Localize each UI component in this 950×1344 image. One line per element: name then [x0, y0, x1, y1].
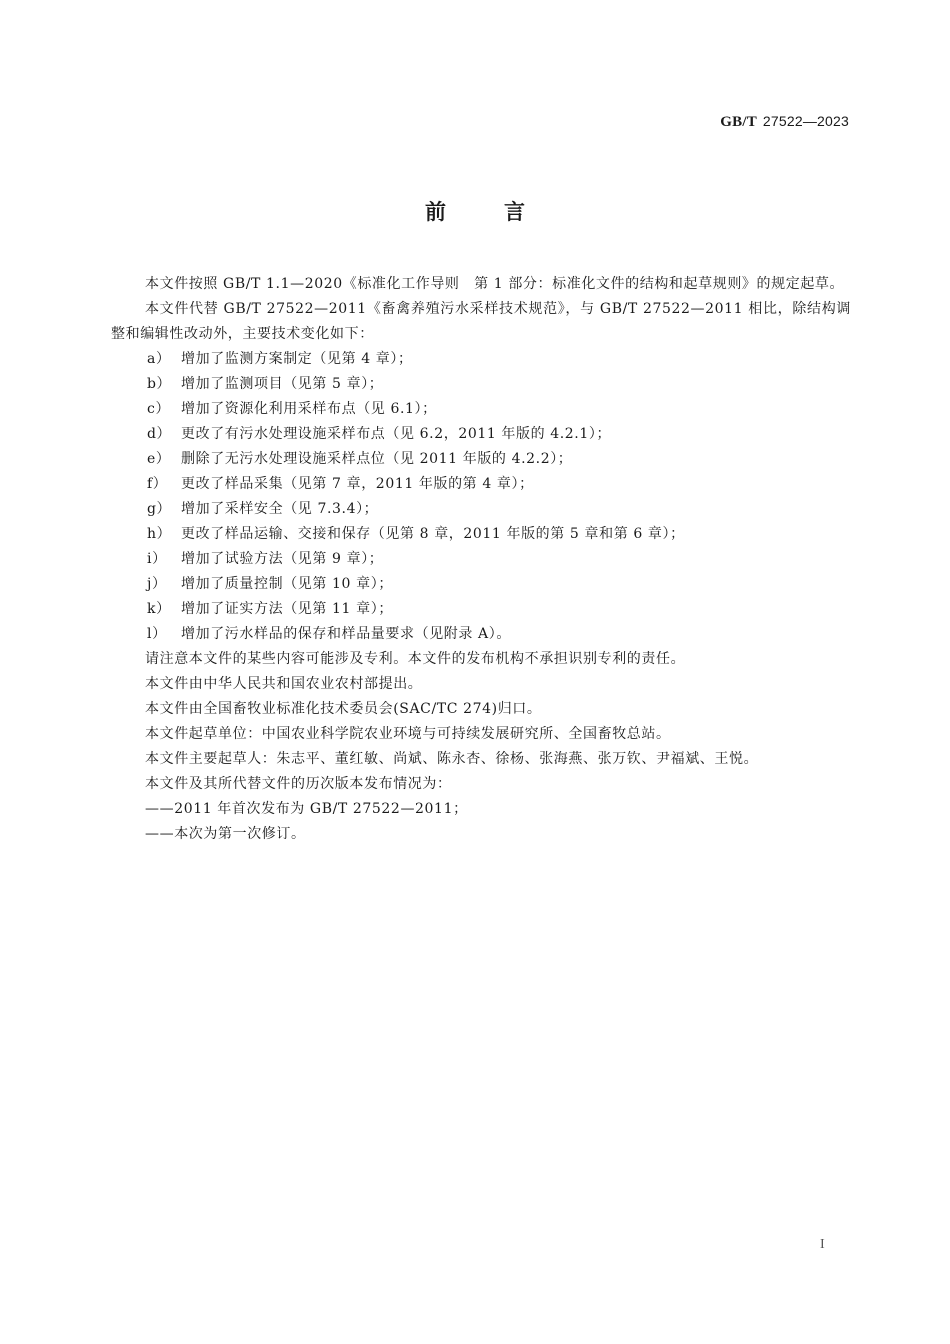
page-title [0, 196, 950, 226]
list-item [111, 622, 851, 647]
standard-code: 27522—2023 [762, 113, 849, 129]
list-text: 增加了资源化利用采样布点（见 6.1）； [181, 401, 437, 417]
list-text: 删除了无污水处理设施采样点位（见 2011 年版的 4.2.2）； [181, 451, 573, 467]
list-text: 增加了证实方法（见第 11 章）； [181, 601, 393, 617]
paragraph-drafting-rule: 本文件按照 GB/T 1.1—2020《标准化工作导则 第 1 部分：标准化文件的结构和起草规则》的规定起草。 [145, 276, 845, 292]
list-text: 增加了监测方案制定（见第 4 章）； [181, 351, 413, 367]
list-item [111, 472, 851, 497]
centralized-by-text: 本文件由全国畜牧业标准化技术委员会(SAC/TC 2 [145, 701, 473, 717]
title-char-1: 前 [425, 200, 446, 224]
list-marker: i） [147, 551, 167, 567]
list-marker: c） [147, 401, 171, 417]
list-marker: e） [147, 451, 171, 467]
list-text: 增加了试验方法（见第 9 章）； [181, 551, 384, 567]
page-number: I [820, 1237, 825, 1252]
text-selection-highlight: 74) [472, 701, 498, 717]
list-text: 更改了样品采集（见第 7 章，2011 年版的第 4 章）； [181, 476, 534, 492]
list-text: 增加了污水样品的保存和样品量要求（见附录 A）。 [181, 626, 511, 642]
list-marker: g） [147, 501, 172, 517]
centralized-by-suffix: 归口。 [497, 701, 542, 717]
list-item [111, 447, 851, 472]
list-item [111, 397, 851, 422]
list-item [111, 497, 851, 522]
list-marker: f） [147, 476, 168, 492]
history-item: ——本次为第一次修订。 [145, 826, 306, 842]
list-text: 增加了监测项目（见第 5 章）； [181, 376, 384, 392]
drafters: 本文件主要起草人：朱志平、董红敏、尚斌、陈永杏、徐杨、张海燕、张万钦、尹福斌、王悦。 [145, 751, 759, 767]
list-text: 更改了有污水处理设施采样布点（见 6.2，2011 年版的 4.2.1）； [181, 426, 612, 442]
list-item [111, 522, 851, 547]
standard-number [720, 113, 849, 131]
title-char-2: 言 [504, 200, 525, 224]
list-item [111, 372, 851, 397]
list-item [111, 572, 851, 597]
list-item [111, 547, 851, 572]
centralized-by [111, 697, 851, 722]
proposed-by: 本文件由中华人民共和国农业农村部提出。 [145, 676, 423, 692]
patent-notice: 请注意本文件的某些内容可能涉及专利。本文件的发布机构不承担识别专利的责任。 [145, 651, 686, 667]
drafting-units: 本文件起草单位：中国农业科学院农业环境与可持续发展研究所、全国畜牧总站。 [145, 726, 671, 742]
list-item [111, 347, 851, 372]
history-intro: 本文件及其所代替文件的历次版本发布情况为： [145, 776, 452, 792]
list-marker: b） [147, 376, 172, 392]
list-marker: j） [147, 576, 167, 592]
changes-list [111, 347, 851, 647]
list-item [111, 597, 851, 622]
list-marker: d） [147, 426, 172, 442]
list-item [111, 422, 851, 447]
history-item: ——2011 年首次发布为 GB/T 27522—2011； [145, 801, 468, 817]
foreword-body [111, 272, 851, 847]
list-marker: h） [147, 526, 172, 542]
list-marker: k） [147, 601, 171, 617]
list-marker: a） [147, 351, 171, 367]
list-text: 更改了样品运输、交接和保存（见第 8 章，2011 年版的第 5 章和第 6 章）； [181, 526, 685, 542]
list-text: 增加了质量控制（见第 10 章）； [181, 576, 393, 592]
standard-prefix: GB/T [720, 114, 757, 130]
list-marker: l） [147, 626, 167, 642]
list-text: 增加了采样安全（见 7.3.4）； [181, 501, 379, 517]
paragraph-replacement: 本文件代替 GB/T 27522—2011《畜禽养殖污水采样技术规范》，与 GB/T 27522—2011 相比，除结构调整和编辑性改动外，主要技术变化如下： [111, 301, 851, 342]
